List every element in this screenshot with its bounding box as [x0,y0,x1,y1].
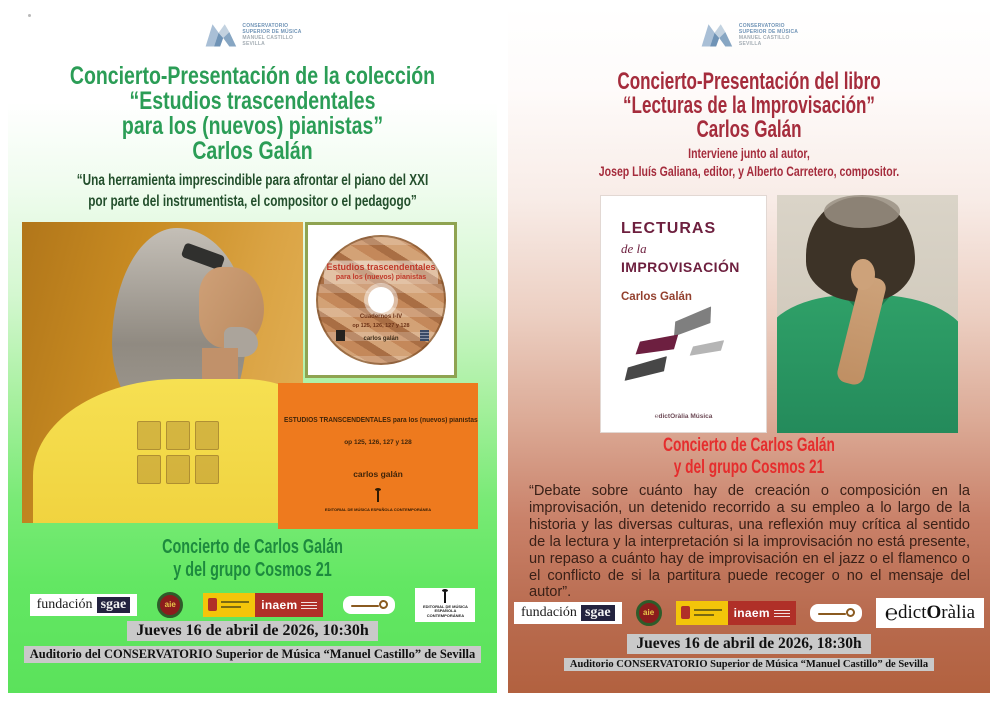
emec-figure-icon [444,592,446,603]
emblem-text-bar [694,609,722,611]
title-line-1: Concierto-Presentación de la colección [69,62,436,90]
poster-right-lecturas [508,6,990,693]
photo-carlos-galan-green-shirt [777,195,958,433]
org-name-line: SEVILLA [738,41,762,47]
cd-author: carlos galán [363,336,399,343]
signature-line [351,605,379,607]
aie-text: aie [643,608,655,617]
gobierno-espana-emblem [676,601,728,625]
title-line-3-author: Carlos Galán [696,116,802,143]
emblem-text-bar [221,601,249,603]
inaem-mark [728,601,796,625]
shirt-print [137,421,218,484]
book-quote-paragraph: “Debate sobre cuánto hay de creación o composición en la improvisación, un detenido recorrido a su empleo a lo largo de la historia y las diversas culturas, una reflexión muy crítica al sentido de la lectura y la interpretación si la improvisación no está presente, un repaso a cuánto hay de improvisación en el jazz o el flamenco o el conflicto de si la partitura puede recoger o no el mensaje del autor”. [529,483,970,601]
signature-ring [846,608,855,617]
aie-text: aie [164,600,176,609]
aie-logo [157,592,183,618]
title-line-2: “Estudios trascendentales [129,87,376,115]
concert-line-1: Concierto de Carlos Galán [663,435,835,456]
right-poster-title [508,70,990,142]
title-line-4-author: Carlos Galán [192,137,313,165]
conservatorio-logo [700,22,798,48]
fundacion-sgae-logo [30,594,138,616]
conservatorio-text [739,23,798,47]
sgae-mark: sgae [581,605,615,621]
org-name-line: CONSERVATORIO [738,23,785,29]
right-date-row [508,634,990,654]
inaem-micro-text [301,601,317,609]
book-publisher: EDITORIAL DE MÚSICA ESPAÑOLA CONTEMPORÁNEA [324,507,432,512]
cd-hole [368,287,394,313]
cover-publisher: ℮dictOràlia Música [654,413,713,420]
org-name-line: SUPERIOR DE MÚSICA [242,29,302,35]
subtitle-line-1: Interviene junto al autor, [688,146,810,161]
stray-mark [28,14,31,17]
crest-icon [681,606,690,619]
signature-line [818,613,846,615]
crest-icon [208,598,217,611]
concert-line-1: Concierto de Carlos Galán [162,536,343,558]
publisher-emblem-icon [377,491,379,502]
left-venue-band: Auditorio del CONSERVATORIO Superior de Música “Manuel Castillo” de Sevilla [24,646,482,663]
subtitle-line-2: por parte del instrumentista, el compositor o el pedagogo” [88,193,417,210]
emec-text: EDITORIAL DE MÚSICA ESPAÑOLA CONTEMPORÁNEA [422,603,468,618]
cd-title-line-2: para los (nuevos) pianistas [335,274,427,281]
org-name-line: CONSERVATORIO [242,23,289,29]
photo-carlos-galan-yellow-shirt [22,222,303,523]
music-signature-logo [343,596,395,614]
edictoralia-text: dict [898,602,927,623]
conservatorio-m-icon [700,22,734,48]
sgae-text: fundación [36,597,93,612]
inaem-micro-text [774,609,790,617]
hand-shape [851,259,875,290]
left-poster-subtitle [8,170,497,212]
title-line-1: Concierto-Presentación del libro [617,68,881,95]
concert-line-2: y del grupo Cosmos 21 [673,457,825,478]
flying-page-shape [669,306,717,339]
cd-subtitle-line-2: op 125, 126, 127 y 128 [352,323,410,330]
org-name-line: SEVILLA [242,41,265,47]
right-venue-row [508,654,990,672]
org-name-line: SUPERIOR DE MÚSICA [738,29,799,35]
conservatorio-logo [203,22,301,48]
cover-title-de-la: de la [621,241,647,256]
inaem-text: inaem [733,606,770,620]
sponsor-logos-row [508,598,990,628]
org-name-line: MANUEL CASTILLO [242,35,294,41]
right-concert-heading [508,435,990,479]
right-date-band: Jueves 16 de abril de 2026, 18:30h [627,634,870,654]
cd-title-line-1: Estudios trascendentales [326,262,436,273]
concert-line-2: y del grupo Cosmos 21 [173,559,332,581]
book-title: ESTUDIOS TRANSCENDENTALES para los (nuevos) pianistas [284,417,478,424]
emblem-text-bar [221,606,241,608]
book-cover-lecturas [600,195,767,433]
music-signature-logo [810,604,862,622]
left-venue-row [8,645,497,663]
right-poster-subtitle [508,145,990,180]
inaem-mark [255,593,323,617]
gobierno-inaem-logo [676,601,796,625]
subtitle-line-1: “Una herramienta imprescindible para afrontar el piano del XXI [76,172,429,189]
cd-disc [316,235,446,365]
left-poster-title [8,64,497,164]
sponsor-logos-row [8,588,497,622]
cd-mini-logo-left [336,330,345,341]
edictoralia-e-glyph: ℮ [884,600,898,625]
signature-ring [379,600,388,609]
cd-mini-logo-right [420,330,429,341]
cover-title-lecturas: LECTURAS [621,220,717,237]
subtitle-line-2: Josep Lluís Galiana, editor, y Alberto Carretero, compositor. [598,163,900,179]
gobierno-inaem-logo [203,593,323,617]
flying-page-shape [688,340,725,358]
sgae-text: fundación [520,605,577,620]
book-opus: op 125, 126, 127 y 128 [344,439,412,446]
cover-title-improvisacion: IMPROVISACIÓN [621,259,740,275]
conservatorio-text [242,23,301,47]
poster-left-estudios [8,6,497,693]
edictoralia-o-glyph: O [926,602,942,623]
aie-logo [636,600,662,626]
left-date-row [8,621,497,641]
emec-logo [415,588,475,622]
inaem-text: inaem [261,598,298,612]
edictoralia-text: ràlia [941,602,976,623]
book-author: carlos galán [353,469,403,479]
left-date-band: Jueves 16 de abril de 2026, 10:30h [127,621,377,641]
title-line-3: para los (nuevos) pianistas” [121,112,384,140]
sgae-mark: sgae [97,597,131,613]
cover-author: Carlos Galán [621,291,692,303]
emblem-text-bar [694,614,714,616]
cd-image-frame [305,222,457,378]
gobierno-espana-emblem [203,593,255,617]
orange-book-cover [278,383,478,529]
flying-page-shape [622,356,671,384]
title-line-2: “Lecturas de la Improvisación” [623,92,875,119]
right-venue-band: Auditorio CONSERVATORIO Superior de Música “Manuel Castillo” de Sevilla [564,658,934,671]
edictoralia-logo [876,598,984,628]
conservatorio-m-icon [203,22,237,48]
left-concert-heading [8,536,497,582]
flying-page-shape [634,334,679,357]
fundacion-sgae-logo [514,602,622,624]
org-name-line: MANUEL CASTILLO [738,35,790,41]
cd-subtitle-line-1: Cuadernos I-IV [359,314,403,321]
